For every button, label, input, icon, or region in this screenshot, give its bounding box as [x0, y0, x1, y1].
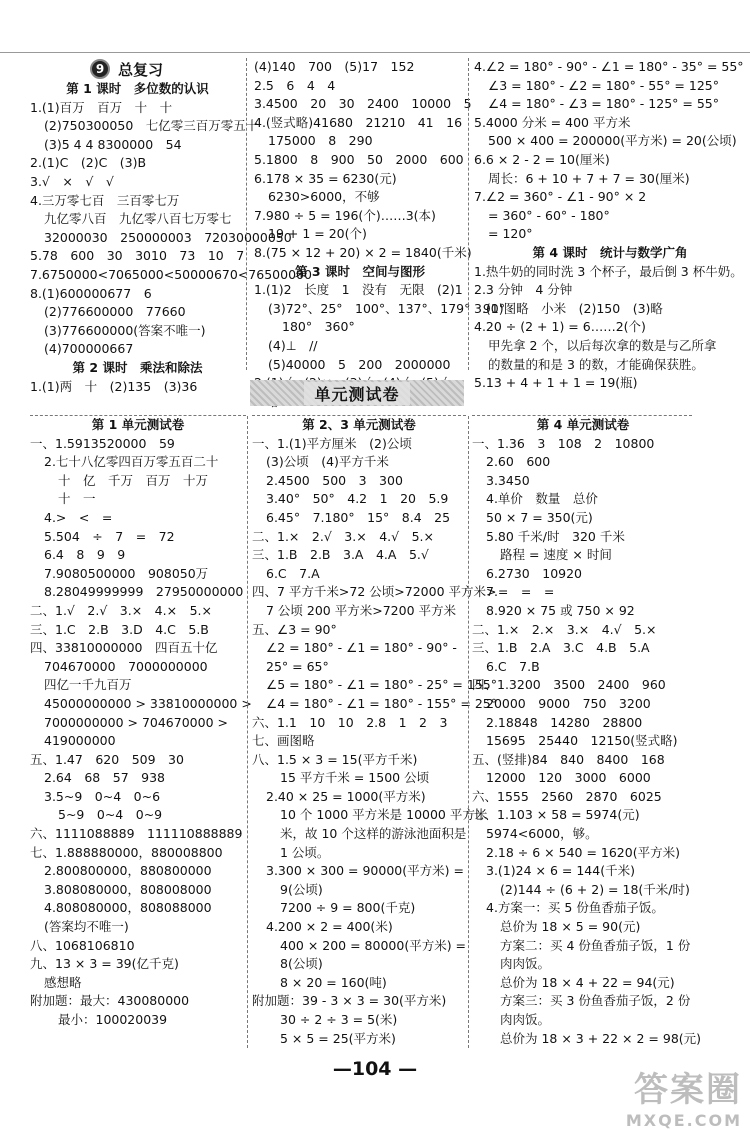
answer-line: 8(公顷)	[280, 956, 323, 972]
answer-line: 6.C 7.B	[486, 658, 540, 674]
answer-line: 8.28049999999 27950000000	[44, 584, 244, 600]
answer-line: 7.9080500000 908050万	[44, 565, 209, 581]
section-heading: 第 2 课时 乘法和除法	[72, 359, 203, 375]
answer-line: 8.(1)600000677 6	[30, 285, 152, 301]
answer-line: 2.(1)C (2)C (3)B	[30, 155, 147, 171]
answer-line: 5.1800 8 900 50 2000 600	[254, 151, 464, 167]
answer-line: 六、1555 2560 2870 6025	[472, 788, 662, 804]
answer-line: 5.504 ÷ 7 = 72	[44, 528, 175, 544]
answer-line: 1.(1)两 十 (2)135 (3)36	[30, 378, 198, 394]
answer-line: 20000 9000 750 3200	[486, 695, 651, 711]
answer-line: 3.(1)图略 小米 (2)150 (3)略	[474, 300, 663, 316]
answer-line: (3)72°、25° 100°、137°、179° 90°	[268, 300, 505, 316]
answer-line: 4.∠2 = 180° - 90° - ∠1 = 180° - 35° = 55°	[474, 59, 744, 74]
answer-line: 2.七十八亿零四百万零五百二十	[44, 454, 219, 470]
answer-line: 七、画图略	[252, 733, 315, 749]
answer-line: 15695 25440 12150(竖式略)	[486, 733, 678, 749]
answer-line: 甲先拿 2 个，以后每次拿的数是与乙所拿	[488, 337, 717, 353]
answer-line: (2)750300050 七亿零三百万零五十	[44, 118, 259, 134]
answer-line: 180° 360°	[282, 319, 355, 335]
answer-line: 六、1.1 10 10 2.8 1 2 3	[252, 714, 448, 730]
answer-line: 2.40 × 25 = 1000(平方米)	[266, 788, 426, 804]
answer-line: = 360° - 60° - 180°	[488, 207, 610, 223]
answer-line: 总价为 18 × 3 + 22 × 2 = 98(元)	[500, 1030, 702, 1046]
section-heading: 第 2、3 单元测试卷	[302, 417, 416, 432]
answer-line: 五、(竖排)84 840 8400 168	[472, 751, 665, 767]
answer-line: 肉肉饭。	[500, 1012, 551, 1027]
answer-line: 总价为 18 × 4 + 22 = 94(元)	[500, 974, 675, 990]
answer-line: 5.80 千米/时 320 千米	[486, 528, 625, 544]
answer-line: 2.3 分钟 4 分钟	[474, 282, 573, 298]
answer-line: 二、1.× 2.√ 3.× 4.√ 5.×	[252, 528, 434, 544]
section-heading: 第 4 课时 统计与数学广角	[532, 244, 688, 260]
answer-line: 三、1.B 2.B 3.A 4.A 5.√	[252, 547, 429, 563]
answer-line: 704670000 7000000000	[44, 658, 208, 674]
answer-line: 2.800800000，880800000	[44, 863, 212, 879]
answer-line: 四亿一千九百万	[44, 677, 132, 693]
answer-line: 路程 = 速度 × 时间	[500, 547, 612, 563]
chapter-title: 总复习	[118, 60, 164, 79]
answer-line: 4.808080000，808088000	[44, 900, 212, 916]
answer-line: 6.178 × 35 = 6230(元)	[254, 170, 397, 186]
answer-line: 方案三：买 3 份鱼香茄子饭，2 份	[500, 993, 691, 1009]
answer-line: 3.(1)24 × 6 = 144(千米)	[486, 863, 635, 879]
answer-line: 5974<6000，够。	[486, 826, 598, 842]
section-heading: 第 1 课时 多位数的认识	[66, 81, 209, 96]
answers-column-bottom-right	[472, 416, 702, 1048]
answer-line: (答案均不唯一)	[44, 919, 129, 935]
column-divider	[246, 58, 247, 370]
answer-line: 五、∠3 = 90°	[252, 621, 337, 637]
answer-line: 4.单价 数量 总价	[486, 491, 598, 507]
column-divider	[247, 416, 248, 1048]
answer-line: 周长：6 + 10 + 7 + 7 = 30(厘米)	[488, 170, 690, 186]
answer-line: 8.920 × 75 或 750 × 92	[486, 602, 635, 618]
answer-line: 7.∠2 = 360° - ∠1 - 90° × 2	[474, 189, 647, 205]
answer-line: 四、7 平方千米>72 公顷>72000 平方米>	[252, 584, 497, 600]
answers-column-top-middle	[254, 58, 505, 411]
answer-line: 的数量的和是 3 的数，才能确保获胜。	[488, 356, 704, 372]
column-divider	[468, 416, 469, 1048]
answer-line: 三、1.C 2.B 3.D 4.C 5.B	[30, 621, 209, 637]
answer-line: 5 × 5 = 25(平方米)	[280, 1030, 396, 1046]
answer-line: (5)40000 5 200 2000000	[268, 356, 451, 372]
answer-line: 九、13 × 3 = 39(亿千克)	[30, 956, 179, 972]
answer-line: (3)公顷 (4)平方千米	[266, 454, 389, 470]
watermark-logo	[592, 1062, 742, 1130]
answers-column-bottom-middle	[252, 416, 497, 1048]
answer-line: 5.78 600 30 3010 73 10 7	[30, 248, 245, 264]
answer-line: 总价为 18 × 5 = 90(元)	[500, 919, 641, 935]
answer-line: 419000000	[44, 733, 116, 749]
answer-line: 4.200 × 2 = 400(米)	[266, 919, 393, 935]
chapter-heading	[90, 58, 230, 80]
answer-line: (2)776600000 77660	[44, 304, 186, 320]
answer-line: 一、1.(1)平方厘米 (2)公顷	[252, 435, 412, 451]
answer-line: 1.(1)百万 百万 十 十	[30, 99, 173, 115]
answer-line: 八、1068106810	[30, 937, 135, 953]
answer-line: 6230>6000，不够	[268, 189, 380, 205]
answer-line: 肉肉饭。	[500, 956, 551, 972]
answer-line: 8 × 20 = 160(吨)	[280, 974, 387, 990]
answer-line: 十 亿 千万 百万 十万	[58, 472, 209, 488]
column-divider	[468, 58, 469, 370]
answer-line: ∠5 = 180° - ∠1 = 180° - 25° = 155°	[266, 677, 497, 693]
answer-line: 7.= = =	[486, 584, 555, 600]
answer-line: 175000 8 290	[268, 133, 373, 149]
answer-line: ∠3 = 180° - ∠2 = 180° - 55° = 125°	[488, 77, 719, 93]
chapter-number-badge: 9	[90, 59, 110, 79]
answer-line: 6.6 × 2 - 2 = 10(厘米)	[474, 151, 610, 167]
answer-line: 32000030 250000003 72030000050	[44, 229, 292, 245]
answers-column-bottom-left	[30, 416, 252, 1030]
answer-line: 七、1.103 × 58 = 5974(元)	[472, 807, 640, 823]
answer-line: 4.方案一：买 5 份鱼香茄子饭。	[486, 900, 664, 916]
answer-line: 45000000000 > 33810000000 >	[44, 695, 252, 711]
answer-line: 九亿零八百 九亿零八百七万零七	[44, 211, 232, 227]
answer-line: 2.5 6 4 4	[254, 77, 336, 93]
answer-line: 二、1.× 2.× 3.× 4.√ 5.×	[472, 621, 657, 637]
watermark-line-2: MXQE.COM	[625, 1111, 742, 1130]
answer-line: 三、1.B 2.A 3.C 4.B 5.A	[472, 640, 650, 656]
answer-line: (3)5 4 4 8300000 54	[44, 136, 182, 152]
answer-line: 2.64 68 57 938	[44, 770, 166, 786]
answer-line: (4)140 700 (5)17 152	[254, 59, 415, 74]
answer-line: 1.热牛奶的同时洗 3 个杯子，最后倒 3 杯牛奶。	[474, 263, 743, 279]
answers-column-top-right	[474, 58, 746, 393]
answer-line: 25° = 65°	[266, 658, 329, 674]
answer-line: 附加题：最大：430080000	[30, 993, 190, 1009]
answer-line: 400 × 200 = 80000(平方米) =	[280, 937, 467, 953]
answer-line: 4.> < =	[44, 509, 113, 525]
watermark-line-1: 答案圈	[634, 1070, 742, 1110]
answer-line: 6.C 7.A	[266, 565, 320, 581]
answer-line: 2.18 ÷ 6 × 540 = 1620(平方米)	[486, 844, 680, 860]
answer-line: 7200 ÷ 9 = 800(千克)	[280, 900, 416, 916]
answer-line: 3.40° 50° 4.2 1 20 5.9	[266, 491, 449, 507]
answer-line: 最小：100020039	[58, 1012, 168, 1027]
answer-line: (4)⊥ //	[268, 337, 318, 353]
answer-line: 4.三万零七百 三百零七万	[30, 192, 180, 208]
answer-line: 四、1.3200 3500 2400 960	[472, 677, 666, 693]
answer-line: 19 + 1 = 20(个)	[268, 226, 367, 242]
answer-line: 附加题：39 - 3 × 3 = 30(平方米)	[252, 993, 447, 1009]
answer-line: 八、1.5 × 3 = 15(平方千米)	[252, 751, 418, 767]
answer-line: ∠4 = 180° - ∠3 = 180° - 125° = 55°	[488, 96, 719, 112]
answer-line: 六、1111088889 111110888889	[30, 826, 243, 842]
answer-line: 七、1.888880000，880008800	[30, 844, 223, 860]
answer-line: 50 × 7 = 350(元)	[486, 509, 593, 525]
answer-line: (4)700000667	[44, 341, 134, 357]
answer-line: 7 公顷 200 平方米>7200 平方米	[266, 602, 456, 618]
answer-line: 3.4500 20 30 2400 10000 5	[254, 96, 472, 112]
answer-line: 4.20 ÷ (2 + 1) = 6……2(个)	[474, 319, 646, 335]
answer-line: 7000000000 > 704670000 >	[44, 714, 228, 730]
answer-line: 12000 120 3000 6000	[486, 770, 651, 786]
answer-line: 15 平方千米 = 1500 公顷	[280, 770, 430, 786]
answer-line: 方案二：买 4 份鱼香茄子饭，1 份	[500, 937, 691, 953]
answer-line: ∠2 = 180° - ∠1 = 180° - 90° -	[266, 640, 457, 656]
answer-line: 3.300 × 300 = 90000(平方米) =	[266, 863, 464, 879]
answer-line: 五、1.47 620 509 30	[30, 751, 184, 767]
answer-line: = 120°	[488, 226, 533, 242]
answer-line: 感想略	[44, 974, 82, 990]
answer-line: 3.√ × √ √	[30, 173, 114, 189]
answer-line: 四、33810000000 四百五十亿	[30, 640, 218, 656]
answer-line: 7.980 ÷ 5 = 196(个)……3(本)	[254, 207, 436, 223]
answer-line: 2.4500 500 3 300	[266, 472, 403, 488]
answer-line: 一、1.5913520000 59	[30, 435, 175, 451]
answer-line: 3.808080000，808008000	[44, 881, 212, 897]
answer-line: 5.4000 分米 = 400 平方米	[474, 114, 631, 130]
section-heading: 第 3 课时 空间与图形	[295, 263, 425, 279]
section-banner-title: 单元测试卷	[304, 382, 409, 405]
answer-line: 500 × 400 = 200000(平方米) = 20(公顷)	[488, 133, 737, 149]
answer-line: 8.(75 × 12 + 20) × 2 = 1840(千米)	[254, 244, 472, 260]
answer-line: (3)776600000(答案不唯一)	[44, 322, 206, 338]
section-heading: 第 4 单元测试卷	[536, 417, 630, 432]
answer-line: 3.3450	[486, 472, 530, 488]
answer-line: 二、1.√ 2.√ 3.× 4.× 5.×	[30, 602, 212, 618]
answer-line: 米，故 10 个这样的游泳池面积是	[280, 826, 467, 842]
answer-line: 7.6750000<7065000<50000670<76500000	[30, 266, 312, 282]
answer-line: 一、1.36 3 108 2 10800	[472, 435, 655, 451]
top-rule	[0, 52, 750, 53]
section-banner	[250, 380, 464, 406]
page-number: —104 —	[332, 1058, 418, 1080]
answer-line: 9(公顷)	[280, 881, 323, 897]
answer-line: 1 公顷。	[280, 844, 330, 860]
answer-line: 3.5~9 0~4 0~6	[44, 788, 161, 804]
answer-line: 10 个 1000 平方米是 10000 平方米	[280, 807, 488, 823]
answer-line: 1.(1)2 长度 1 没有 无限 (2)1	[254, 282, 463, 298]
answer-line: 4.(竖式略)41680 21210 41 16	[254, 114, 463, 130]
answer-line: 6.4 8 9 9	[44, 547, 126, 563]
answer-line: 6.45° 7.180° 15° 8.4 25	[266, 509, 451, 525]
answer-line: 2.18848 14280 28800	[486, 714, 643, 730]
answer-line: (2)144 ÷ (6 + 2) = 18(千米/时)	[500, 881, 690, 897]
section-heading: 第 1 单元测试卷	[91, 417, 185, 432]
answer-line: 30 ÷ 2 ÷ 3 = 5(米)	[280, 1012, 398, 1027]
answer-line: 2.60 600	[486, 454, 551, 470]
answer-line: 5~9 0~4 0~9	[58, 807, 163, 823]
answer-line: 5.13 + 4 + 1 + 1 = 19(瓶)	[474, 375, 638, 391]
answer-line: 6.2730 10920	[486, 565, 583, 581]
answer-line: 十 一	[58, 491, 96, 507]
answer-line: ∠4 = 180° - ∠1 = 180° - 155° = 25°	[266, 695, 497, 711]
